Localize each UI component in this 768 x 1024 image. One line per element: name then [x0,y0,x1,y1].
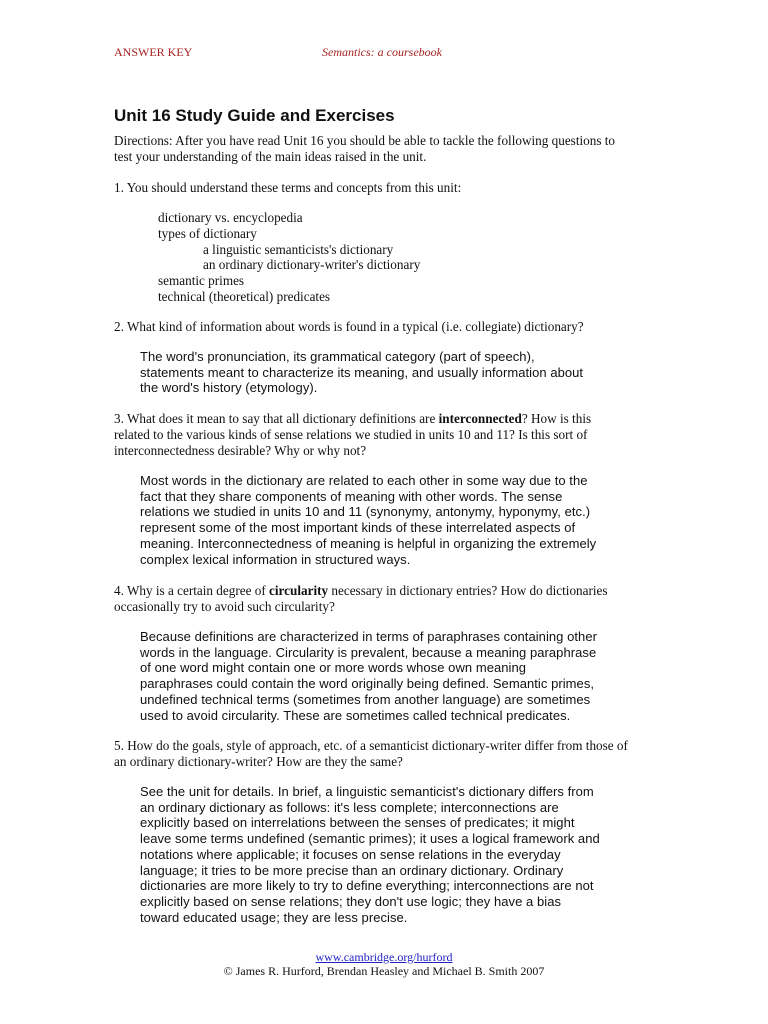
term-item: types of dictionary [158,225,257,241]
question-5 [114,738,702,770]
directions-line: Directions: After you have read Unit 16 you should be able to tackle the following questions to [114,133,616,148]
page-title: Unit 16 Study Guide and Exercises [114,106,395,125]
question-3-tail: ? How is this [521,411,592,426]
answer-line: dictionaries are more likely to try to define everything; interconnections are not [140,878,594,894]
question-4 [114,583,702,615]
answer-line: leave some terms undefined (semantic primes); it uses a logical framework and [140,831,600,847]
question-4-tail: necessary in dictionary entries? How do dictionaries [328,583,608,598]
term-item: dictionary vs. encyclopedia [158,210,303,225]
footer-website-link[interactable]: www.cambridge.org/hurford [315,950,453,964]
terms-list [158,210,420,305]
answer-line: See the unit for details. In brief, a linguistic semanticist's dictionary differs from [140,784,594,799]
directions [114,133,702,165]
answer-line: of one word might contain one or more words whose own meaning [140,660,527,676]
answer-line: represent some of the most important kinds of these interrelated aspects of [140,520,576,536]
answer-line: words in the language. Circularity is prevalent, because a meaning paraphrase [140,644,597,660]
header-book-title: Semantics: a coursebook [322,45,442,59]
answer-line: complex lexical information in structured ways. [140,551,411,567]
term-item: semantic primes [158,273,245,289]
answer-line: used to avoid circularity. These are sometimes called technical predicates. [140,707,571,723]
answer-line: explicitly based on sense relations; they don't use logic; they have a bias [140,893,562,909]
answer-4 [140,629,700,723]
answer-line: statements meant to characterize its meaning, and usually information about [140,364,584,380]
answer-3 [140,473,700,567]
question-4-keyword: circularity [269,583,329,598]
term-item: technical (theoretical) predicates [158,288,331,304]
header-answer-key: ANSWER KEY [114,45,193,59]
answer-line: undefined technical terms (sometimes from another language) are sometimes [140,691,591,707]
answer-line: the word's history (etymology). [140,380,318,396]
question-1-text: 1. You should understand these terms and concepts from this unit: [114,180,462,195]
question-1 [114,180,702,196]
footer-copyright: © James R. Hurford, Brendan Heasley and Michael B. Smith 2007 [223,964,545,978]
answer-5 [140,784,700,925]
question-4-line [114,583,702,599]
question-4-lead: 4. Why is a certain degree of [114,583,270,598]
answer-line: Because definitions are characterized in terms of paraphrases containing other [140,629,597,644]
question-3 [114,411,702,458]
answer-line: relations we studied in units 10 and 11 (synonymy, antonymy, hyponymy, etc.) [140,504,591,520]
answer-line: fact that they share components of meaning with other words. The sense [140,488,563,504]
question-3-line: interconnectedness desirable? Why or why not? [114,442,367,458]
answer-line: toward educated usage; they are less precise. [140,909,408,925]
question-5-line: 5. How do the goals, style of approach, etc. of a semanticist dictionary-writer differ from those of [114,738,628,753]
question-5-line: an ordinary dictionary-writer? How are they the same? [114,753,403,769]
term-subitem: an ordinary dictionary-writer's dictionary [203,257,421,273]
question-3-line: related to the various kinds of sense relations we studied in units 10 and 11? Is this sort of [114,426,588,442]
directions-line: test your understanding of the main ideas raised in the unit. [114,148,427,164]
answer-line: paraphrases could contain the word originally being defined. Semantic primes, [140,676,595,692]
question-2-text: 2. What kind of information about words is found in a typical (i.e. collegiate) dictionary? [114,319,584,334]
question-3-keyword: interconnected [438,411,522,426]
question-4-line: occasionally try to avoid such circularity? [114,598,335,614]
answer-line: Most words in the dictionary are related to each other in some way due to the [140,473,588,488]
answer-line: language; it tries to be more precise than an ordinary dictionary. Ordinary [140,862,564,878]
term-subitem: a linguistic semanticists's dictionary [203,241,394,257]
answer-line: notations where applicable; it focuses on sense relations in the everyday [140,846,561,862]
answer-line: meaning. Interconnectedness of meaning is helpful in organizing the extremely [140,535,597,551]
answer-line: The word's pronunciation, its grammatical category (part of speech), [140,349,535,364]
question-3-line [114,411,702,427]
question-3-lead: 3. What does it mean to say that all dictionary definitions are [114,411,439,426]
question-2 [114,319,702,335]
answer-line: an ordinary dictionary as follows: it's less complete; interconnections are [140,799,559,815]
answer-line: explicitly based on interrelations between the senses of predicates; it might [140,815,575,831]
answer-2 [140,349,700,396]
